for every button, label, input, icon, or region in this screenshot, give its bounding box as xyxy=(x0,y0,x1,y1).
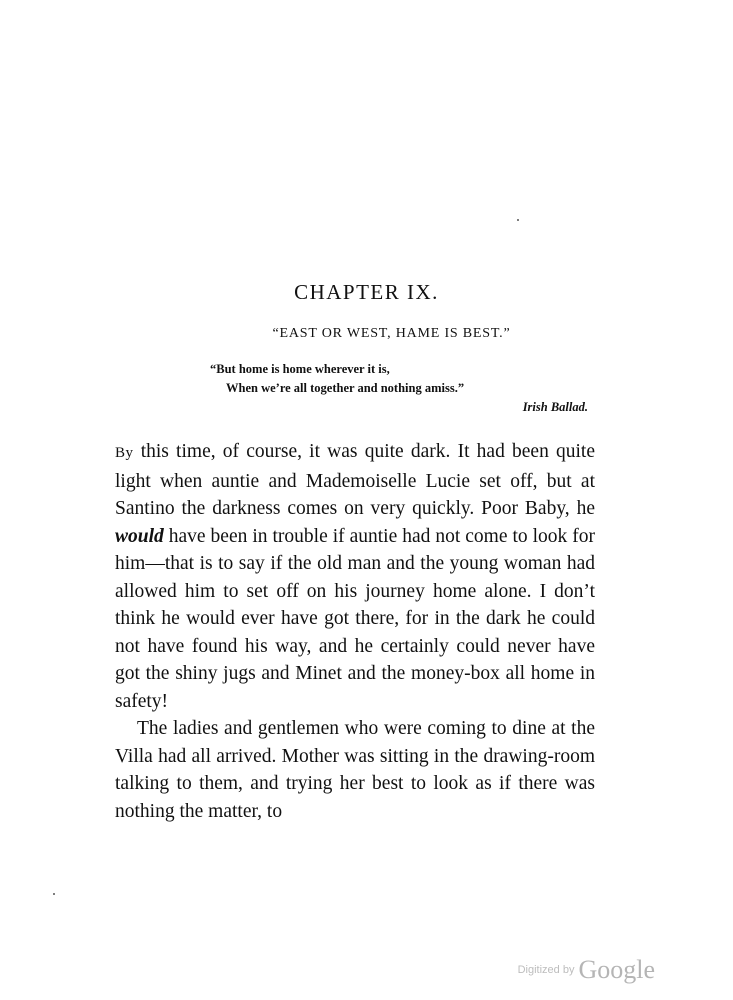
epigraph-line-2: When we’re all together and nothing amiss.” xyxy=(226,381,465,395)
scan-speck xyxy=(517,219,519,221)
paragraph-opening-word: By xyxy=(115,445,134,461)
digitization-watermark xyxy=(518,955,655,985)
chapter-subtitle: “EAST OR WEST, HAME IS BEST.” xyxy=(272,326,511,341)
paragraph-text: this time, of course, it was quite dark. It had been quite light when auntie and Mademoiselle Lucie set off, but at Santino the darkness comes on very quickly. Poor Baby, he xyxy=(115,441,595,519)
chapter-heading: CHAPTER IX. xyxy=(294,280,439,304)
paragraph xyxy=(115,438,595,715)
body-text xyxy=(115,438,595,825)
epigraph-source: Irish Ballad. xyxy=(522,400,588,414)
google-logo: Google xyxy=(578,955,655,984)
epigraph xyxy=(210,360,600,417)
paragraph-text: have been in trouble if auntie had not come to look for him—that is to say if the old man and the young woman had allowed him to set off on his journey home alone. I don’t think he would ever have got there, for in the dark he could not have found his way, and he certainly could never have got the shiny jugs and Minet and the money-box all home in safety! xyxy=(115,525,595,712)
emphasis-text: would xyxy=(115,525,164,547)
epigraph-line-1: “But home is home wherever it is, xyxy=(210,362,390,376)
scan-speck xyxy=(53,893,55,895)
watermark-text: Digitized by xyxy=(517,964,575,976)
paragraph: The ladies and gentlemen who were coming to dine at the Villa had all arrived. Mother was sitting in the drawing-room talking to them, and trying her best to look as if there was nothing the matter, to xyxy=(115,718,595,822)
